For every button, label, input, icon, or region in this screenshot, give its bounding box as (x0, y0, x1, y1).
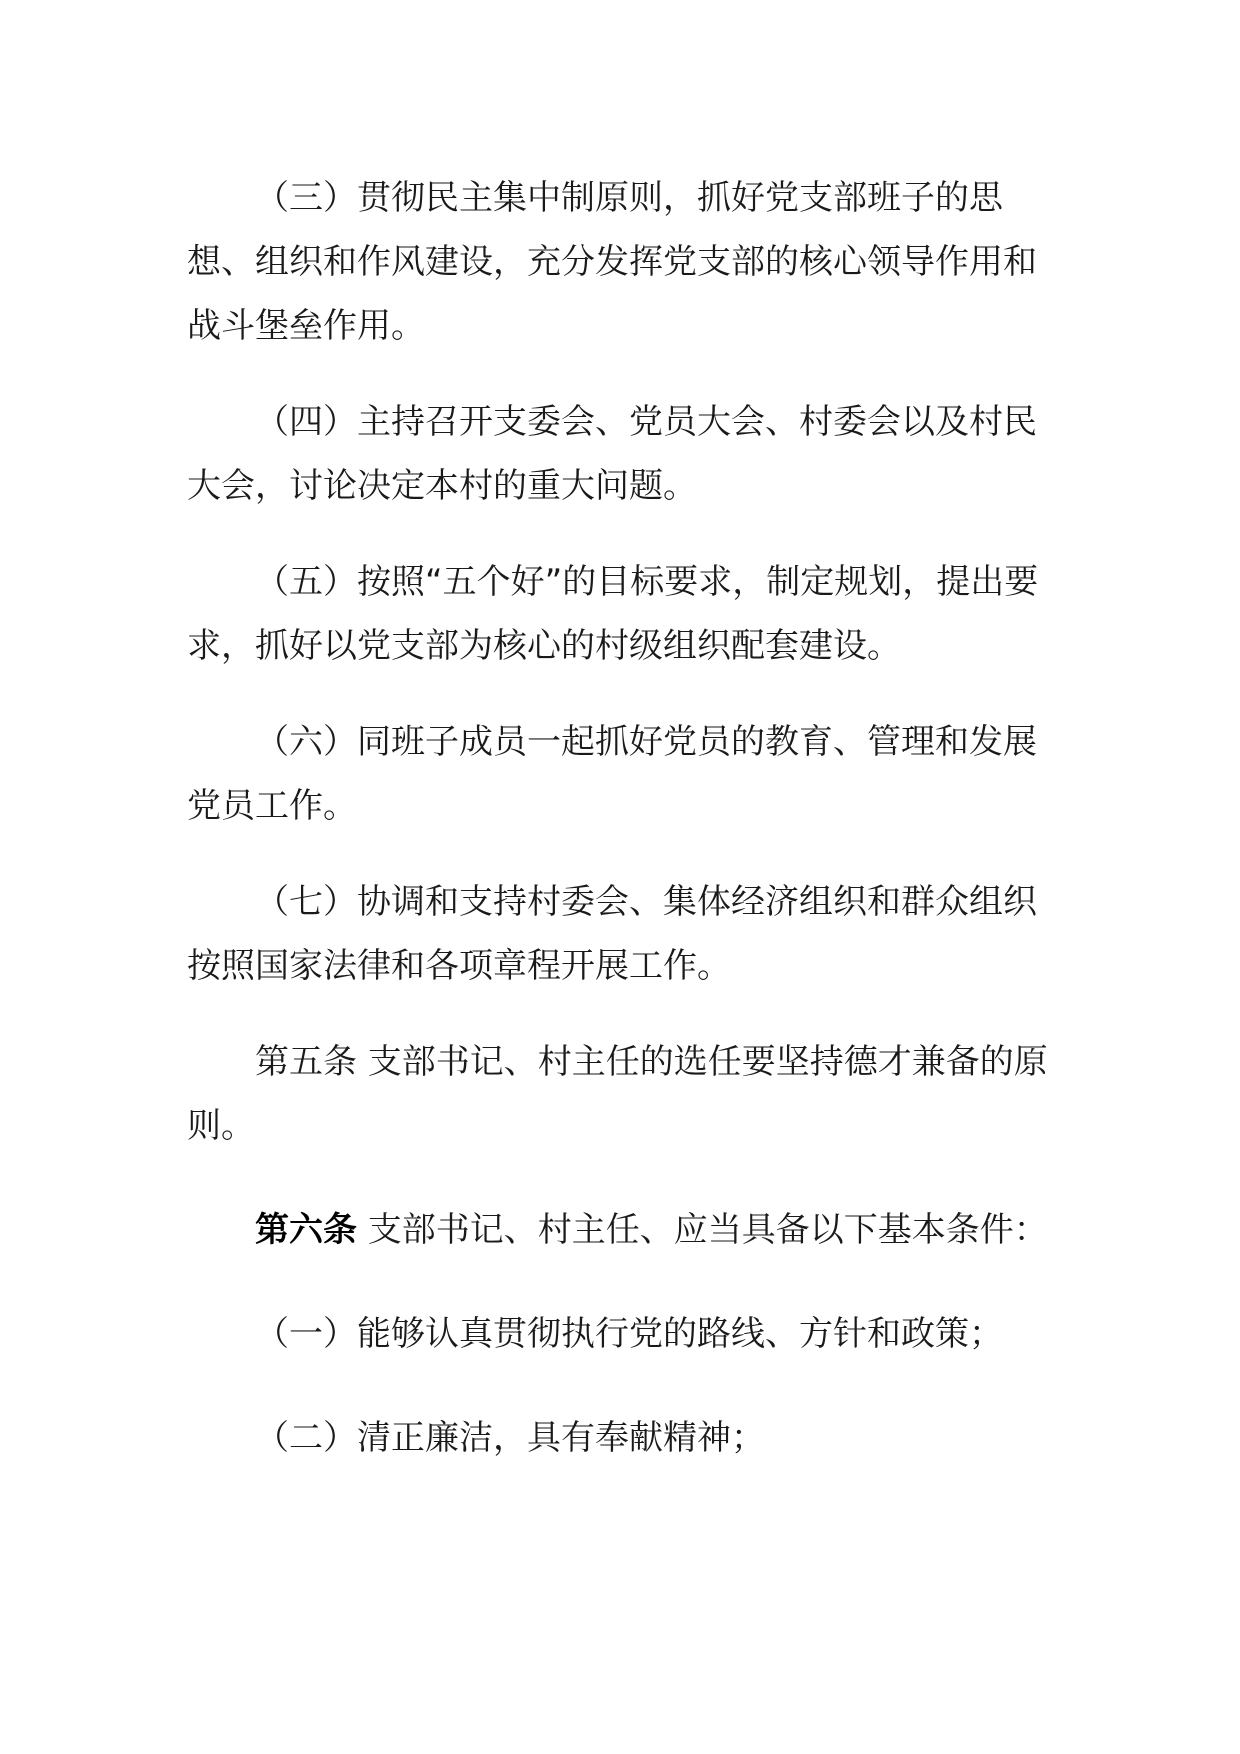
paragraph-item-5: （五）按照“五个好”的目标要求，制定规划，提出要求，抓好以党支部为核心的村级组织配套建设。 (187, 562, 1039, 666)
article-5: 第五条 支部书记、村主任的选任要坚持德才兼备的原则。 (187, 1042, 1048, 1146)
condition-item-1: （一）能够认真贯彻执行党的路线、方针和政策； (255, 1314, 1003, 1354)
paragraph-item-4: （四）主持召开支委会、党员大会、村委会以及村民大会，讨论决定本村的重大问题。 (187, 402, 1037, 506)
article-6 (187, 1198, 1067, 1262)
paragraph-item-7: （七）协调和支持村委会、集体经济组织和群众组织按照国家法律和各项章程开展工作。 (187, 882, 1037, 986)
article-6-heading: 第六条 (255, 1210, 357, 1250)
condition-item-2: （二）清正廉洁，具有奉献精神； (255, 1418, 765, 1458)
document-body (187, 166, 1067, 1470)
paragraph-item-3: （三）贯彻民主集中制原则，抓好党支部班子的思想、组织和作风建设，充分发挥党支部的核心领导作用和战斗堡垒作用。 (187, 178, 1037, 346)
article-6-text: 支部书记、村主任、应当具备以下基本条件： (357, 1210, 1048, 1250)
paragraph-item-6: （六）同班子成员一起抓好党员的教育、管理和发展党员工作。 (187, 722, 1037, 826)
